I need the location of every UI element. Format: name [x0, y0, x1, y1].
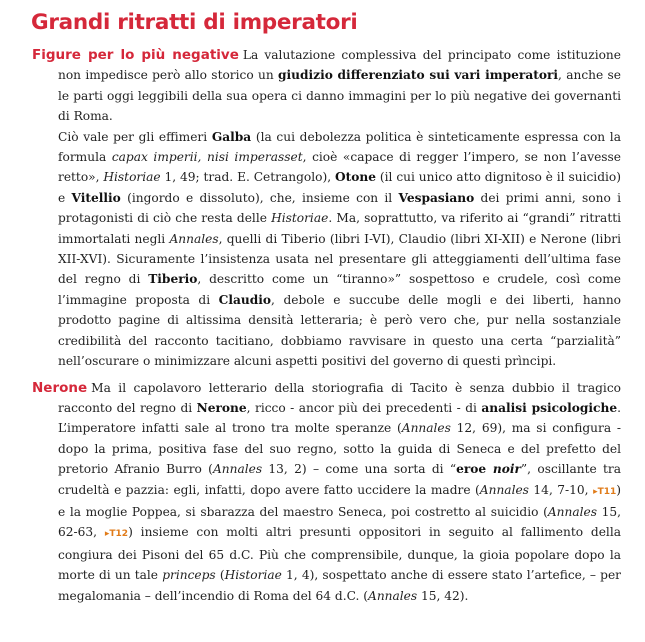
- text-run: ) e la moglie Poppea, si sbarazza del maestro Seneca, poi costretto al suicidio (: [58, 482, 622, 519]
- text-run: La valutazione complessiva del principato come istituzione non impedisce però allo storico un: [58, 48, 621, 83]
- text-run: 15, 62-63,: [58, 504, 621, 540]
- text-run: Historiae: [103, 170, 161, 185]
- text-run: Historiae: [224, 568, 282, 583]
- text-run: Annales: [479, 482, 529, 497]
- text-run: (: [215, 568, 225, 583]
- text-run: capax imperii, nisi imperasset: [111, 150, 303, 165]
- text-run: , ricco - ancor più dei precedenti - di: [246, 400, 482, 415]
- text-run: , descritto come un “tiranno»” sospettoso e crudele, così come l’immagine proposta di: [58, 272, 621, 307]
- text-run: Ma il capolavoro letterario della storiografia di Tacito è senza dubbio il tragico racconto del regno di: [58, 380, 621, 415]
- text-run: (il cui unico atto dignitoso è il suicidio) e: [58, 170, 621, 205]
- text-run: , anche se le parti oggi leggibili della sua opera ci danno immagini per lo più negative dei governanti di Roma.: [58, 68, 622, 124]
- text-run: dei primi anni, sono i protagonisti di ciò che resta delle: [58, 190, 621, 226]
- section-heading: Nerone: [32, 379, 88, 396]
- text-run: Nerone: [196, 400, 247, 415]
- text-run: 13, 2) – come una sorta di “: [262, 462, 457, 477]
- text-run: Annales: [368, 588, 418, 603]
- text-run: giudizio differenziato sui vari imperatori: [278, 68, 559, 83]
- text-run: Annales: [547, 504, 597, 519]
- text-run: Ciò vale per gli effimeri: [58, 129, 212, 144]
- text-run: analisi psicologiche: [481, 400, 618, 415]
- text-run: (la cui debolezza politica è sinteticamente espressa con la formula: [58, 129, 621, 165]
- text-run: , quelli di Tiberio (libri I-VI), Claudio (libri XI-XII) e Nerone (libri XII-XVI). Sicuramente l’insistenza usata nel presentare gli atteggiamenti dell’ultima fase del regno di: [58, 231, 621, 287]
- text-run: 1, 49; trad. E. Cetrangolo),: [160, 170, 335, 185]
- paragraph: [32, 127, 621, 372]
- text-run: Vespasiano: [398, 190, 475, 205]
- text-run: Vitellio: [71, 190, 121, 205]
- text-run: ”, oscillante tra crudeltà e pazzia: egli, infatti, dopo avere fatto uccidere la madre (: [58, 462, 622, 497]
- page-title: Grandi ritratti di imperatori: [31, 10, 358, 35]
- text-run: , debole e succube delle mogli e dei liberti, hanno prodotto pagine di altissima densità letteraria; è però vero che, pur nella sostanziale credibilità del racconto tacitiano, dobbiamo ravvisare in questo una certa “parzialità” nell’oscurare o minimizzare alcuni aspetti positivi del governo di questi prìncipi.: [58, 292, 622, 369]
- text-run: Annales: [169, 231, 219, 246]
- text-run: Annales: [401, 421, 451, 436]
- text-run: Tiberio: [148, 272, 198, 287]
- paragraph: [32, 378, 621, 606]
- text-reference-link[interactable]: ▸T11: [593, 486, 617, 497]
- text-reference-link[interactable]: ▸T12: [104, 529, 129, 540]
- paragraph: [32, 45, 621, 127]
- text-run: Annales: [212, 462, 263, 477]
- text-run: Claudio: [218, 292, 272, 307]
- text-run: Galba: [211, 129, 252, 144]
- section-heading: Figure per lo più negative: [32, 47, 239, 63]
- text-run: 15, 42).: [417, 588, 469, 603]
- text-run: ) insieme con molti altri presunti oppositori in seguito al fallimento della congiura dei Pisoni del 65 d.C. Più che comprensibile, dunque, la gioia popolare dopo la morte di un tale: [58, 525, 621, 583]
- text-run: princeps: [162, 568, 216, 583]
- article-body: [32, 45, 621, 606]
- text-run: 12, 69), ma si configura - dopo la prima, positiva fase del suo regno, sotto la guida di Seneca e del prefetto del pretorio Afranio Burro (: [58, 421, 621, 477]
- text-run: 14, 7-10,: [528, 482, 594, 497]
- text-run: 1, 4), sospettato anche di essere stato l’artefice, – per megalomania – dell’incendio di Roma del 64 d.C. (: [58, 568, 622, 603]
- text-run: , cioè «capace di regger l’impero, se non l’avesse retto»,: [58, 150, 622, 185]
- text-run: (ingordo e dissoluto), che, insieme con il: [120, 190, 399, 205]
- text-run: eroe: [456, 462, 493, 477]
- text-run: noir: [492, 462, 521, 477]
- text-run: . L’imperatore infatti sale al trono tra molte speranze (: [58, 400, 621, 436]
- text-run: Otone: [335, 170, 376, 185]
- text-run: . Ma, soprattutto, va riferito ai “grandi” ritratti immortalati negli: [58, 211, 622, 246]
- text-run: Historiae: [271, 211, 329, 226]
